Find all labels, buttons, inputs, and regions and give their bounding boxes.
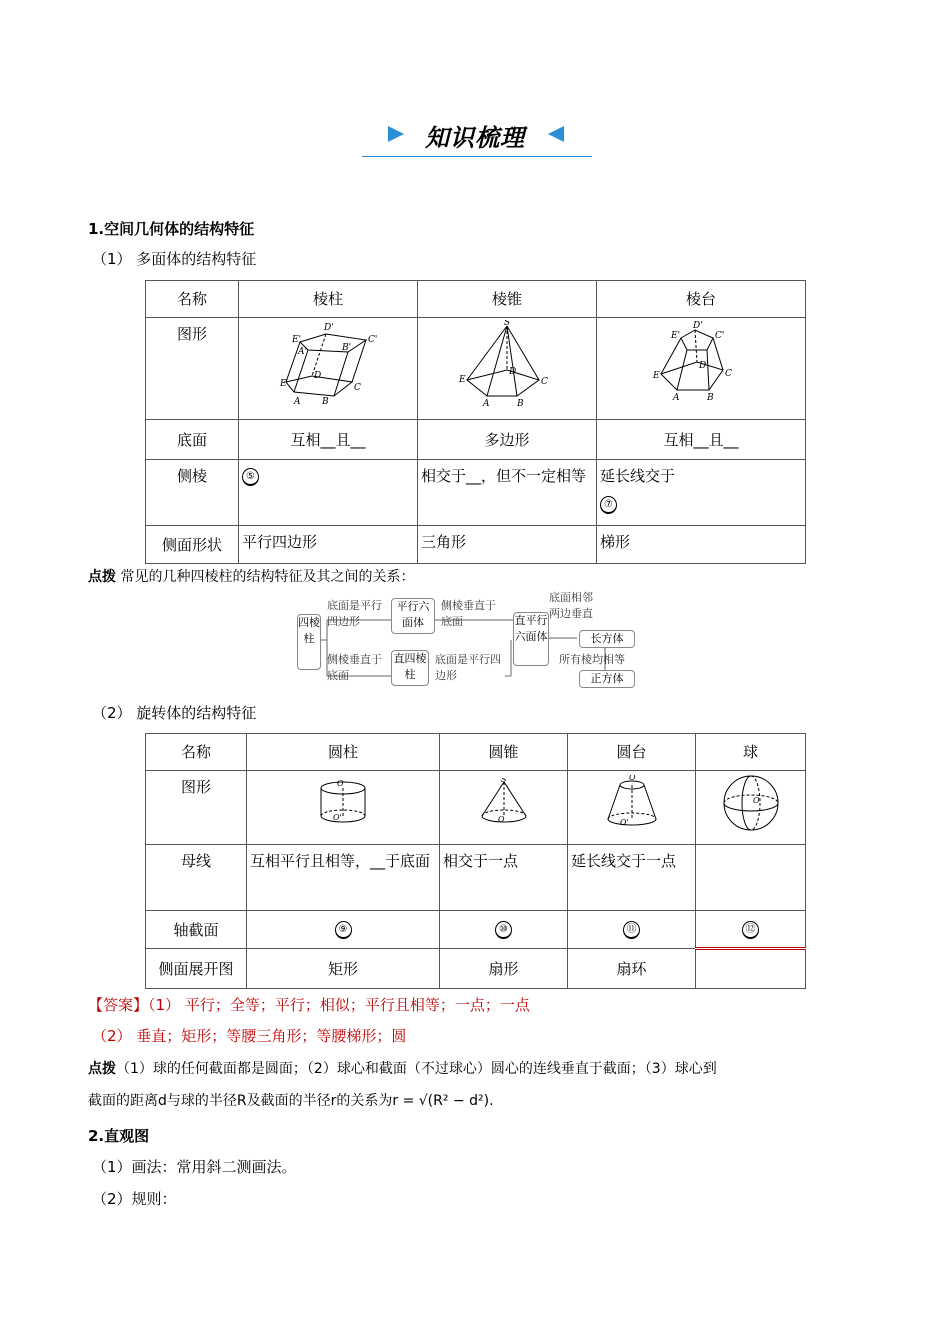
sphere-generatrix [696,845,806,911]
svg-text:B: B [517,399,524,408]
svg-text:C: C [541,377,548,387]
table2-row-gen-label: 母线 [146,845,247,911]
flow-node-3: 长方体 [579,630,635,648]
table1-row-figure-label: 图形 [146,318,239,420]
blank-5-marker: ⑤ [242,468,259,486]
flow-edge-2: 侧棱垂直于底面 [441,599,496,628]
table1-row-face-label: 侧面形状 [146,526,239,564]
frustum-generatrix: 延长线交于一点 [568,845,696,911]
sphere-diagram-icon [719,773,783,833]
banner-left-arrow-icon [388,126,404,142]
banner-right-arrow-icon [548,126,564,142]
svg-text:C': C' [368,335,378,345]
cylinder-generatrix: 互相平行且相等，__于底面 [247,845,440,911]
sphere-unfold [696,949,806,989]
flow-node-1: 平行六面体 [391,598,435,634]
tip2-line-2: 截面的距离d与球的半径R及截面的半径r的关系为r = √(R² − d²). [88,1093,494,1109]
frustum-figure [597,318,806,420]
revolution-table [145,733,806,989]
frustum-cone-diagram-icon [602,775,662,831]
answer-line-1 [88,994,530,1015]
answer-label: 【答案】 [88,996,149,1014]
tip2-label: 点拨 [88,1061,116,1077]
table2-row-axis-label: 轴截面 [146,911,247,949]
cylinder-unfold: 矩形 [247,949,440,989]
svg-text:E': E' [292,335,302,345]
tip2-line-1 [88,1058,868,1078]
answer-line-2: （2） 垂直；矩形；等腰三角形；等腰梯形；圆 [92,1027,407,1045]
svg-text:E: E [280,379,287,389]
pyramid-edge: 相交于__，但不一定相等 [418,460,597,526]
cylinder-figure [247,771,440,845]
table1-header-name: 名称 [146,281,239,318]
svg-text:C: C [354,383,361,393]
table2-header-cylinder: 圆柱 [247,734,440,771]
svg-text:O: O [497,815,505,824]
pyramid-diagram-icon [457,320,557,408]
svg-text:B: B [322,397,329,407]
svg-text:O: O [752,796,760,805]
svg-text:E: E [653,371,660,381]
tip1 [88,566,414,586]
flow-edge-6: 底面是平行四边形 [435,653,501,682]
table1-header-pyramid: 棱锥 [418,281,597,318]
flow-edge-1: 底面是平行四边形 [327,599,382,628]
svg-text:S: S [504,320,511,328]
pyramid-figure [418,318,597,420]
banner-underline [362,156,592,157]
svg-text:O: O [337,779,344,788]
section2-item-1: （1）画法：常用斜二测画法。 [92,1158,297,1176]
svg-text:C': C' [715,331,725,341]
frustum-edge [597,460,806,526]
frustum-diagram-icon [651,320,751,408]
svg-text:B': B' [342,343,352,353]
svg-text:D': D' [693,321,703,331]
pyramid-face: 三角形 [418,526,597,564]
svg-text:A': A' [298,347,307,357]
blank-11-marker: ⑪ [623,921,640,939]
table1-header-prism: 棱柱 [239,281,418,318]
svg-text:E: E [459,375,466,385]
svg-text:S: S [500,778,506,784]
prism-figure [239,318,418,420]
table2-row-figure-label: 图形 [146,771,247,845]
svg-text:C: C [725,369,732,379]
table2-header-frustum: 圆台 [568,734,696,771]
svg-text:O': O' [333,813,342,822]
svg-text:A: A [673,393,680,403]
subsection2-heading: （2） 旋转体的结构特征 [92,704,257,722]
prism-base: 互相__且__ [239,420,418,460]
frustum-base: 互相__且__ [597,420,806,460]
cone-figure [440,771,568,845]
table2-row-unfold-label: 侧面展开图 [146,949,247,989]
flow-edge-5: 侧棱垂直于底面 [327,653,382,682]
svg-text:A: A [294,397,301,407]
table2-header-name: 名称 [146,734,247,771]
frustum-axis [568,911,696,949]
svg-text:O: O [628,775,636,782]
section1-heading: 1.空间几何体的结构特征 [88,220,255,238]
flow-edge-3: 底面相邻两边垂直 [549,591,593,620]
flow-node-2: 直平行六面体 [513,612,549,666]
flow-node-4: 正方体 [579,670,635,688]
svg-text:B: B [707,393,714,403]
cone-diagram-icon [474,778,534,828]
cylinder-axis [247,911,440,949]
table1-row-base-label: 底面 [146,420,239,460]
prism-edge [239,460,418,526]
svg-text:D': D' [324,323,334,333]
table2-header-sphere: 球 [696,734,806,771]
svg-text:D: D [314,371,322,381]
blank-12-marker: ⑫ [742,921,759,939]
section2-item-2: （2）规则： [92,1190,177,1208]
flow-node-start: 四棱柱 [297,614,321,670]
banner-title: 知识梳理 [425,124,525,152]
tip2-text-1: （1）球的任何截面都是圆面；（2）球心和截面（不过球心）圆心的连线垂直于截面；（3）球心到 [116,1061,717,1077]
sphere-figure [696,771,806,845]
subsection1-heading: （1） 多面体的结构特征 [92,250,257,268]
cone-unfold: 扇形 [440,949,568,989]
polyhedra-table [145,280,806,564]
tip1-text: 常见的几种四棱柱的结构特征及其之间的关系： [120,569,415,585]
cone-generatrix: 相交于一点 [440,845,568,911]
answer-1-text: （1） 平行；全等；平行；相似；平行且相等；一点；一点 [148,996,530,1014]
flow-edge-4: 所有棱均相等 [559,653,625,666]
sphere-axis [696,911,806,949]
cylinder-diagram-icon [313,778,373,828]
section2-heading: 2.直观图 [88,1127,150,1145]
table1-header-frustum: 棱台 [597,281,806,318]
blank-7-marker: ⑦ [600,496,617,514]
blank-9-marker: ⑨ [335,921,352,939]
frustum-unfold: 扇环 [568,949,696,989]
flow-node-5: 直四棱柱 [391,650,429,686]
svg-text:O': O' [619,818,629,827]
prism-face: 平行四边形 [239,526,418,564]
svg-text:E': E' [671,331,681,341]
frustum-cone-figure [568,771,696,845]
cone-axis [440,911,568,949]
tip1-label: 点拨 [88,569,116,585]
prism-diagram-icon [278,320,378,408]
svg-text:D: D [699,361,707,371]
svg-text:A: A [483,399,490,408]
blank-10-marker: ⑩ [495,921,512,939]
table2-header-cone: 圆锥 [440,734,568,771]
frustum-face: 梯形 [597,526,806,564]
table1-row-edge-label: 侧棱 [146,460,239,526]
svg-text:D: D [509,367,517,377]
frustum-edge-text: 延长线交于 [600,467,676,485]
pyramid-base: 多边形 [418,420,597,460]
